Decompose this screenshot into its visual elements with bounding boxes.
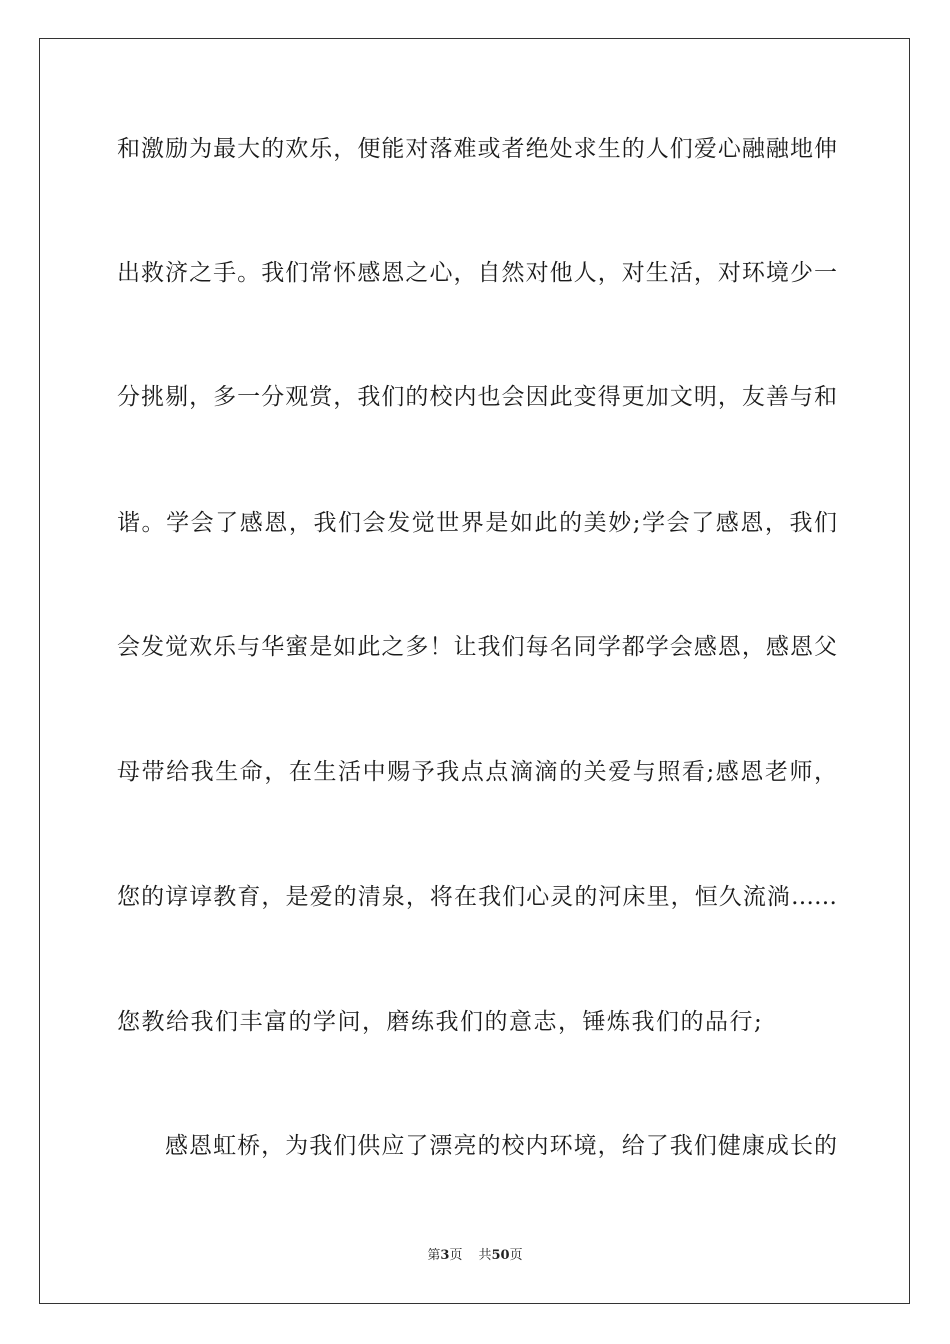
footer-page-prefix: 第	[427, 1248, 441, 1263]
page-footer	[0, 1247, 950, 1265]
body-text-line-7: 您的谆谆教育，是爱的清泉，将在我们心灵的河床里，恒久流淌……	[117, 884, 837, 910]
body-text-line-2: 出救济之手。我们常怀感恩之心，自然对他人，对生活，对环境少一	[117, 260, 837, 286]
body-text-line-9: 感恩虹桥，为我们供应了漂亮的校内环境，给了我们健康成长的	[165, 1133, 837, 1159]
footer-page-suffix: 页	[449, 1248, 463, 1263]
footer-total-pages: 50	[491, 1248, 510, 1263]
page-border	[39, 38, 910, 1304]
body-text-line-1: 和激励为最大的欢乐，便能对落难或者绝处求生的人们爱心融融地伸	[117, 136, 837, 162]
body-text-line-3: 分挑剔，多一分观赏，我们的校内也会因此变得更加文明，友善与和	[117, 384, 837, 410]
body-text-line-4: 谐。学会了感恩，我们会发觉世界是如此的美妙;学会了感恩，我们	[117, 510, 837, 536]
footer-total-suffix: 页	[509, 1248, 523, 1263]
footer-total-prefix: 共	[478, 1248, 492, 1263]
footer-page-number: 3	[440, 1248, 450, 1263]
body-text-line-5: 会发觉欢乐与华蜜是如此之多！让我们每名同学都学会感恩，感恩父	[117, 634, 837, 660]
body-text-line-8: 您教给我们丰富的学问，磨练我们的意志，锤炼我们的品行;	[117, 1009, 764, 1035]
body-text-line-6: 母带给我生命，在生活中赐予我点点滴滴的关爱与照看;感恩老师，	[117, 759, 837, 785]
